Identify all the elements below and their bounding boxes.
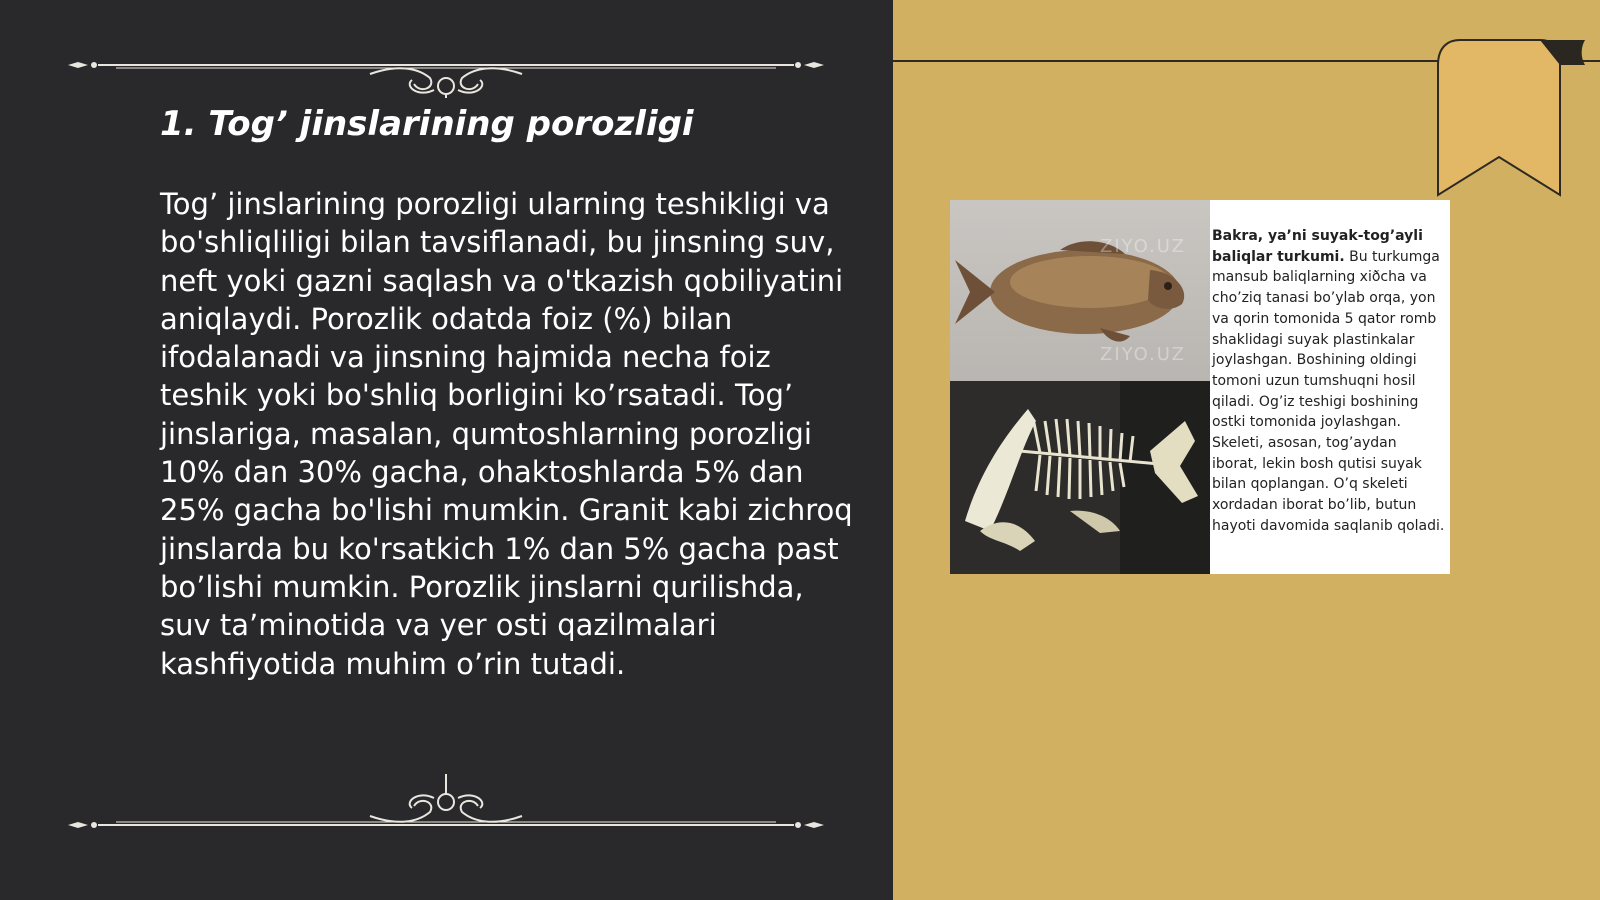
bookmark-ribbon-icon [1430,35,1600,200]
caption-text: Bu turkumga mansub baliqlarning xiðcha va cho’ziq tanasi bo’ylab orqa, yon va qorin tomonida 5 qator romb shaklidagi suyak plastinkalar joylashgan. Boshining oldingi tomoni uzun tumshuqni hosil qiladi. Og’iz teshigi boshining ostki tomonida joylashgan. Skeleti, asosan, tog’aydan iborat, lekin bosh qutisi suyak bilan qoplangan. O’q skeleti xordadan iborat bo’lib, butun hayoti davomida saqlanib qoladi. [1212,248,1445,534]
fish-skeleton-photo [950,381,1210,574]
slide-title: 1. Tog’ jinslarining porozligi [160,104,694,144]
bottom-ornament-divider [68,770,824,830]
fish-figure-card [950,200,1450,574]
watermark-bottom: ZIYO.UZ [1100,344,1186,365]
watermark-top: ZIYO.UZ [1100,236,1186,257]
slide-body-text: Tog’ jinslarining porozligi ularning teshikligi va bo'shliqliligi bilan tavsiflanadi, bu jinsning suv, neft yoki gazni saqlash va o'tkazish qobiliyatini aniqlaydi. Porozlik odatda foiz (%) bilan ifodalanadi va jinsning hajmida necha foiz teshik yoki bo'shliq borligini ko’rsatadi. Tog’ jinslariga, masalan, qumtoshlarning porozligi 10% dan 30% gacha, ohaktoshlarda 5% dan 25% gacha bo'lishi mumkin. Granit kabi zichroq jinslarda bu ko'rsatkich 1% dan 5% gacha past bo’lishi mumkin. Porozlik jinslarni qurilishda, suv ta’minotida va yer osti qazilmalari kashfiyotida muhim o’rin tutadi. [160,187,853,681]
caption-bold: Bakra, ya’ni suyak-tog’ayli baliqlar turkumi. [1212,228,1423,265]
top-ornament-divider [68,38,824,98]
fish-skeleton-icon [950,381,1210,574]
fish-photo [950,200,1210,381]
figure-caption [1212,226,1446,537]
